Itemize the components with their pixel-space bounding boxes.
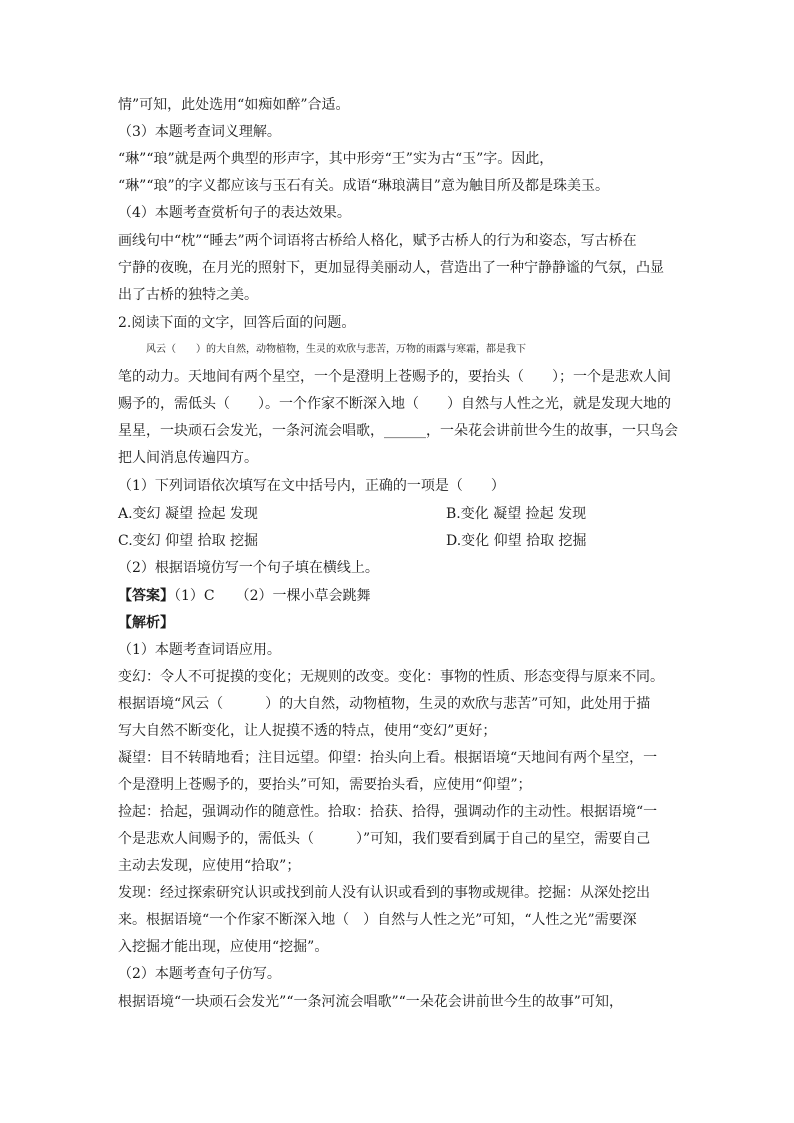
text-line: 变幻：令人不可捉摸的变化；无规则的改变。变化：事物的性质、形态变得与原来不同。 xyxy=(118,669,664,685)
answer-line xyxy=(118,586,678,606)
text-line: 根据语境“风云（ ）的大自然，动物植物，生灵的欢欣与悲苦”可知，此处用于描 xyxy=(118,696,651,712)
section-heading: （3）本题考查词义理解。 xyxy=(118,124,281,140)
text-line: 宁静的夜晚，在月光的照射下，更加显得美丽动人，营造出了一种宁静静谧的气氛，凸显 xyxy=(118,260,664,276)
passage-line: 赐予的，需低头（ ）。一个作家不断深入地（ ）自然与人性之光，就是发现大地的 xyxy=(118,396,671,412)
option-b: B.变化 凝望 捡起 发现 xyxy=(446,506,587,522)
analysis-label: 【解析】 xyxy=(118,615,174,631)
text-line: 画线句中“枕”“睡去”两个词语将古桥给人格化，赋予古桥人的行为和姿态，写古桥在 xyxy=(118,233,637,249)
text-line: 主动去发现，应使用“拾取”； xyxy=(118,858,301,874)
section-heading: （4）本题考查赏析句子的表达效果。 xyxy=(118,205,351,221)
text-line: 捡起：拾起，强调动作的随意性。拾取：拾获、拾得，强调动作的主动性。根据语境“一 xyxy=(118,804,658,820)
passage-line: 把人间消息传遍四方。 xyxy=(118,450,258,466)
question-title: 2.阅读下面的文字，回答后面的问题。 xyxy=(118,315,356,331)
text-line: 出了古桥的独特之美。 xyxy=(118,287,258,303)
passage-line: 风云（ ）的大自然，动物植物，生灵的欢欣与悲苦，万物的雨露与寒霜，都是我下 xyxy=(146,344,526,355)
text-line: 根据语境“一块顽石会发光”“一条河流会唱歌”“一朵花会讲前世今生的故事”可知， xyxy=(118,994,623,1010)
option-d: D.变化 仰望 拾取 挖掘 xyxy=(446,533,587,549)
text-line: 入挖掘才能出现，应使用“挖掘”。 xyxy=(118,939,329,955)
option-c: C.变幻 仰望 拾取 挖掘 xyxy=(118,533,259,549)
text-line: “琳”“琅”就是两个典型的形声字，其中形旁“王”实为古“玉”字。因此， xyxy=(118,151,554,167)
option-a: A.变幻 凝望 捡起 发现 xyxy=(118,506,258,522)
text-line: 发现：经过探索研究认识或找到前人没有认识或看到的事物或规律。挖掘：从深处挖出 xyxy=(118,885,650,901)
text-line: 凝望：目不转睛地看；注目远望。仰望：抬头向上看。根据语境“天地间有两个星空，一 xyxy=(118,750,658,766)
answer-text: （1）C （2）一棵小草会跳舞 xyxy=(174,588,371,604)
sub-question: （1）下列词语依次填写在文中括号内，正确的一项是（ ） xyxy=(118,478,505,494)
text-line: 来。根据语境“一个作家不断深入地（ ）自然与人性之光”可知，“人性之光”需要深 xyxy=(118,912,637,928)
text-line: “琳”“琅”的字义都应该与玉石有关。成语“琳琅满目”意为触目所及都是珠美玉。 xyxy=(118,178,609,194)
passage-line: 笔的动力。天地间有两个星空，一个是澄明上苍赐予的，要抬头（ ）；一个是悲欢人间 xyxy=(118,369,671,385)
passage-line: 星星，一块顽石会发光，一条河流会唱歌，______，一朵花会讲前世今生的故事，一只鸟会 xyxy=(118,423,678,439)
text-line: 个是澄明上苍赐予的，要抬头”可知，需要抬头看，应使用“仰望”； xyxy=(118,777,532,793)
text-line: （2）本题考查句子仿写。 xyxy=(118,966,281,982)
sub-question: （2）根据语境仿写一个句子填在横线上。 xyxy=(118,560,379,576)
text-line: 情”可知，此处选用“如痴如醉”合适。 xyxy=(118,97,350,113)
answer-label: 【答案】 xyxy=(118,588,174,604)
text-line: （1）本题考查词语应用。 xyxy=(118,642,281,658)
text-line: 个是悲欢人间赐予的，需低头（ ）”可知，我们要看到属于自己的星空，需要自己 xyxy=(118,831,651,847)
text-line: 写大自然不断变化，让人捉摸不透的特点，使用“变幻”更好； xyxy=(118,723,497,739)
